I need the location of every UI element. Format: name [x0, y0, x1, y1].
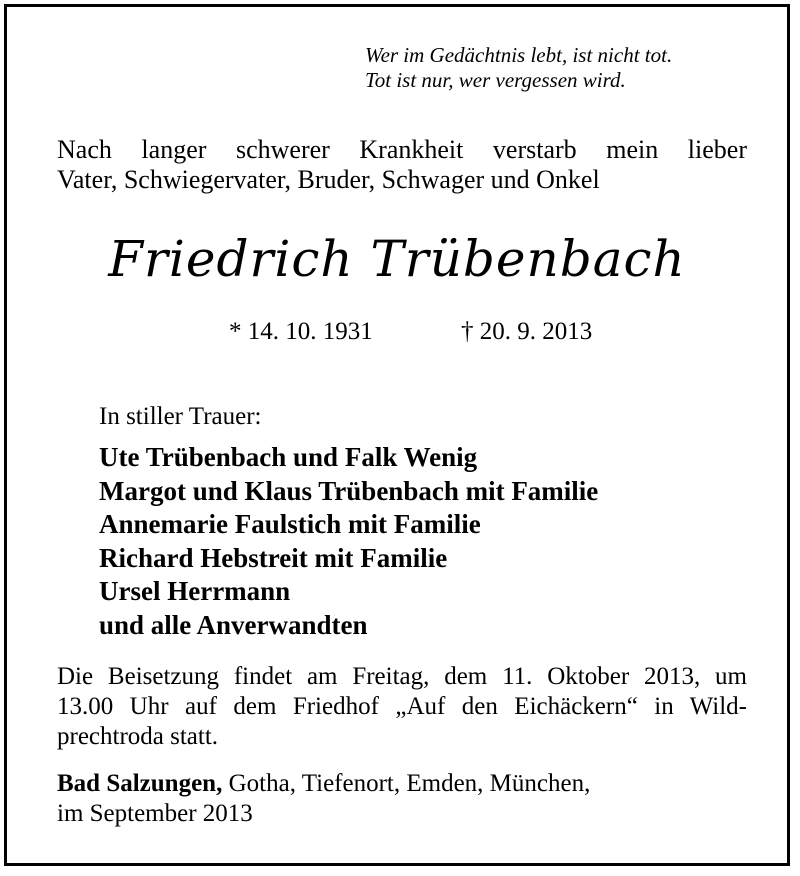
intro-text — [57, 135, 747, 195]
intro-line-1: Nach langer schwerer Krankheit verstarb mein lieber — [57, 135, 747, 164]
place-city: Bad Salzungen, — [57, 770, 223, 797]
mourner-list — [99, 441, 749, 642]
motto-line-1: Wer im Gedächtnis lebt, ist nicht tot. — [365, 43, 673, 67]
mourning-heading: In stiller Trauer: — [99, 403, 262, 430]
funeral-info — [57, 662, 747, 752]
life-dates — [229, 317, 729, 347]
motto-quote — [365, 43, 785, 93]
intro-line-2: Vater, Schwiegervater, Bruder, Schwager und Onkel — [57, 165, 600, 194]
place-line — [57, 769, 747, 799]
place-and-date — [57, 769, 747, 829]
place-date: im September 2013 — [57, 800, 253, 827]
funeral-line-3: prechtroda statt. — [57, 723, 219, 750]
birth-date: * 14. 10. 1931 — [229, 318, 373, 345]
funeral-line-1: Die Beisetzung findet am Freitag, dem 11. Oktober 2013, um — [57, 663, 747, 690]
mourner-name: Ursel Herrmann — [99, 576, 291, 606]
mourner-name: Ute Trübenbach und Falk Wenig — [99, 442, 478, 472]
mourner-name: Annemarie Faulstich mit Familie — [99, 509, 481, 539]
motto-line-2: Tot ist nur, wer vergessen wird. — [365, 68, 626, 92]
place-others: Gotha, Tiefenort, Emden, München, — [222, 770, 591, 797]
mourner-name: Richard Hebstreit mit Familie — [99, 542, 448, 573]
obituary-notice — [4, 4, 790, 866]
mourner-name: Margot und Klaus Trübenbach mit Familie — [99, 475, 599, 506]
funeral-line-2: 13.00 Uhr auf dem Friedhof „Auf den Eichäckern“ in Wild- — [57, 693, 747, 720]
deceased-name: Friedrich Trübenbach — [108, 230, 686, 288]
mourner-name: und alle Anverwandten — [99, 609, 368, 640]
death-date: † 20. 9. 2013 — [461, 318, 593, 345]
